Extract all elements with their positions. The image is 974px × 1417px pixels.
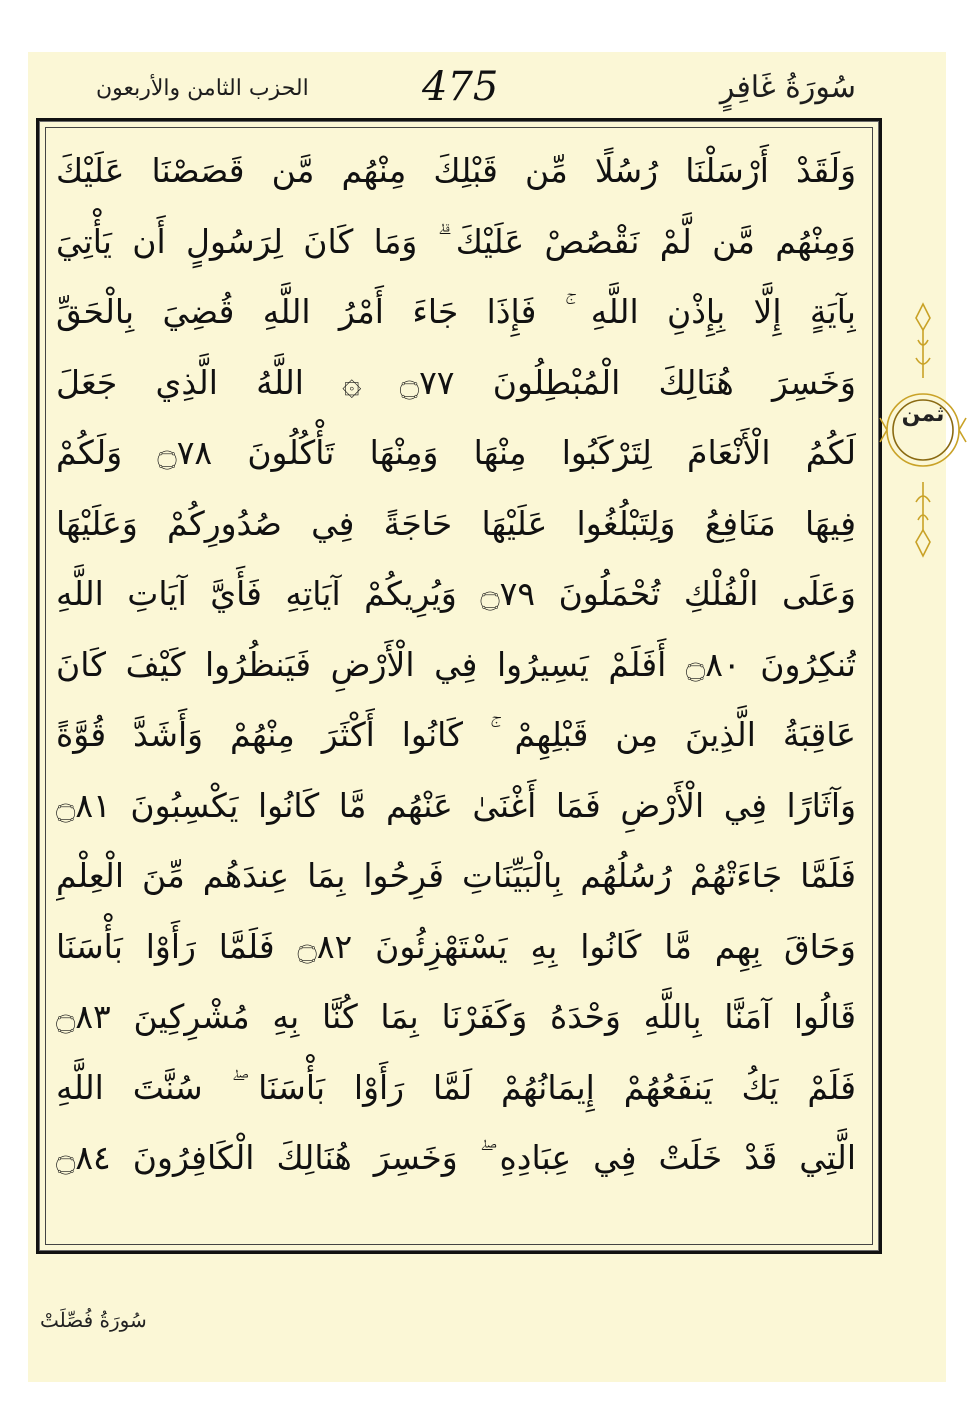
verse-line: بِآيَةٍ إِلَّا بِإِذْنِ اللَّهِ ۚ فَإِذَا جَاءَ أَمْرُ اللَّهِ قُضِيَ بِالْحَقِّ xyxy=(56,292,856,331)
verse-lines xyxy=(56,136,856,1194)
verse-line: فِيهَا مَنَافِعُ وَلِتَبْلُغُوا عَلَيْهَا حَاجَةً فِي صُدُورِكُمْ وَعَلَيْهَا xyxy=(56,503,856,543)
verse-line: وَلَقَدْ أَرْسَلْنَا رُسُلًا مِّن قَبْلِكَ مِنْهُم مَّن قَصَصْنَا عَلَيْكَ xyxy=(56,151,856,190)
rub-hizb-ornament-icon xyxy=(878,300,968,560)
verse-line: لَكُمُ الْأَنْعَامَ لِتَرْكَبُوا مِنْهَا وَمِنْهَا تَأْكُلُونَ ۝٧٨ وَلَكُمْ xyxy=(56,433,856,472)
verse-line: عَاقِبَةُ الَّذِينَ مِن قَبْلِهِمْ ۚ كَانُوا أَكْثَرَ مِنْهُمْ وَأَشَدَّ قُوَّةً xyxy=(56,715,856,754)
thumn-marker-label: ثمن xyxy=(901,402,945,427)
verse-line: وَخَسِرَ هُنَالِكَ الْمُبْطِلُونَ ۝٧٧ ۞ اللَّهُ الَّذِي جَعَلَ xyxy=(56,362,856,402)
verse-line: فَلَمَّا جَاءَتْهُمْ رُسُلُهُم بِالْبَيِّنَاتِ فَرِحُوا بِمَا عِندَهُم مِّنَ الْعِلْمِ xyxy=(56,856,856,895)
hizb-label: الحزب الثامن والأربعون xyxy=(96,76,309,101)
verse-line: قَالُوا آمَنَّا بِاللَّهِ وَحْدَهُ وَكَفَرْنَا بِمَا كُنَّا بِهِ مُشْرِكِينَ ۝٨٣ xyxy=(56,997,856,1036)
verse-line: فَلَمْ يَكُ يَنفَعُهُمْ إِيمَانُهُمْ لَمَّا رَأَوْا بَأْسَنَا ۖ سُنَّتَ اللَّهِ xyxy=(56,1067,856,1107)
verse-line: وَآثَارًا فِي الْأَرْضِ فَمَا أَغْنَىٰ عَنْهُم مَّا كَانُوا يَكْسِبُونَ ۝٨١ xyxy=(56,785,856,825)
surah-title: سُورَةُ غَافِرٍ xyxy=(719,70,856,105)
verse-line: وَحَاقَ بِهِم مَّا كَانُوا بِهِ يَسْتَهْزِئُونَ ۝٨٢ فَلَمَّا رَأَوْا بَأْسَنَا xyxy=(56,926,856,966)
verse-line: وَمِنْهُم مَّن لَّمْ نَقْصُصْ عَلَيْكَ ۗ وَمَا كَانَ لِرَسُولٍ أَن يَأْتِيَ xyxy=(56,221,856,261)
verse-line: الَّتِي قَدْ خَلَتْ فِي عِبَادِهِ ۖ وَخَسِرَ هُنَالِكَ الْكَافِرُونَ ۝٨٤ xyxy=(56,1138,856,1177)
next-surah-label: سُورَةُ فُصِّلَتْ xyxy=(40,1308,147,1332)
page-number: 475 xyxy=(422,64,499,110)
verse-line: وَعَلَى الْفُلْكِ تُحْمَلُونَ ۝٧٩ وَيُرِيكُمْ آيَاتِهِ فَأَيَّ آيَاتِ اللَّهِ xyxy=(56,574,856,613)
page-header xyxy=(36,64,876,116)
verse-line: تُنكِرُونَ ۝٨٠ أَفَلَمْ يَسِيرُوا فِي الْأَرْضِ فَيَنظُرُوا كَيْفَ كَانَ xyxy=(56,644,856,684)
